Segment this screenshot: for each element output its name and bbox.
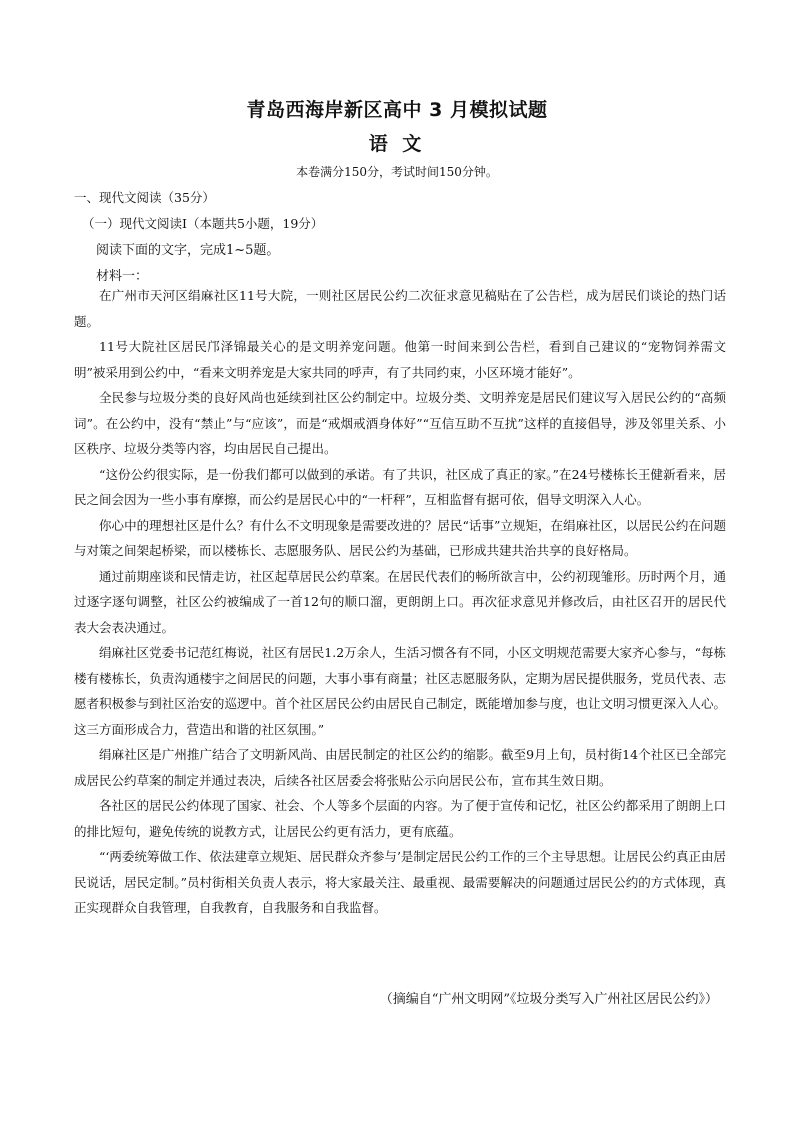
- article-body: [74, 283, 726, 921]
- paragraph: 绢麻社区是广州推广结合了文明新风尚、由居民制定的社区公约的缩影。截至9月上旬，员村街14个社区已全部完成居民公约草案的制定并通过表决，后续各社区居委会将张贴公示向居民公布，宣布其生效日期。: [74, 747, 726, 788]
- article-source: （摘编自“广州文明网”《垃圾分类写入广州社区居民公约》）: [379, 992, 718, 1007]
- exam-info: 本卷满分150分，考试时间150分钟。: [296, 165, 498, 179]
- section-heading-modern-reading: 一、现代文阅读（35分）: [74, 190, 215, 205]
- paragraph: 在广州市天河区绢麻社区11号大院，一则社区居民公约二次征求意见稿贴在了公告栏，成为居民们谈论的热门话题。: [74, 288, 726, 329]
- subject-heading: 语 文: [368, 133, 426, 155]
- paragraph: 通过前期座谈和民情走访，社区起草居民公约草案。在居民代表们的畅所欲言中，公约初现雏形。历时两个月，通过逐字逐句调整，社区公约被编成了一首12句的顺口溜，更朗朗上口。再次征求意见并修改后，由社区召开的居民代表大会表决通过。: [74, 568, 726, 635]
- paragraph: 11号大院社区居民邝泽锦最关心的是文明养宠问题。他第一时间来到公告栏，看到自己建议的“宠物饲养需文明”被采用到公约中，“看来文明养宠是大家共同的呼声，有了共同约束，小区环境才能好”。: [74, 339, 726, 380]
- paragraph: “‘两委统筹做工作、依法建章立规矩、居民群众齐参与’是制定居民公约工作的三个主导思想。让居民公约真正由居民说话，居民定制。”员村街相关负责人表示，将大家最关注、最重视、最需要解决的问题通过居民公约的方式体现，真正实现群众自我管理，自我教育，自我服务和自我监督。: [74, 849, 726, 915]
- paragraph: “这份公约很实际，是一份我们都可以做到的承诺。有了共识，社区成了真正的家。”在24号楼栋长王健新看来，居民之间会因为一些小事有摩擦，而公约是居民心中的“一杆秤”，互相监督有据可依，倡导文明深入人心。: [74, 466, 726, 507]
- exam-title: 青岛西海岸新区高中 3 月模拟试题: [246, 99, 548, 121]
- material-label: 材料一：: [96, 269, 149, 284]
- paragraph: 你心中的理想社区是什么？有什么不文明现象是需要改进的？居民“话事”立规矩，在绢麻社区，以居民公约在问题与对策之间架起桥梁，而以楼栋长、志愿服务队、居民公约为基础，已形成共建共治共享的良好格局。: [74, 517, 726, 558]
- paragraph: 各社区的居民公约体现了国家、社会、个人等多个层面的内容。为了便于宣传和记忆，社区公约都采用了朗朗上口的排比短句，避免传统的说教方式，让居民公约更有活力，更有底蕴。: [74, 798, 726, 839]
- reading-instruction: 阅读下面的文字，完成1~5题。: [96, 243, 280, 258]
- paragraph: 绢麻社区党委书记范红梅说，社区有居民1.2万余人，生活习惯各有不同，小区文明规范需要大家齐心参与，“每栋楼有楼栋长，负责沟通楼宇之间居民的问题，大事小事有商量；社区志愿服务队，定期为居民提供服务，党员代表、志愿者积极参与到社区治安的巡逻中。首个社区居民公约由居民自己制定，既能增加参与度，也让文明习惯更深入人心。这三方面形成合力，营造出和谐的社区氛围。”: [74, 645, 726, 737]
- paragraph: 全民参与垃圾分类的良好风尚也延续到社区公约制定中。垃圾分类、文明养宠是居民们建议写入居民公约的“高频词”。在公约中，没有“禁止”与“应该”，而是“戒烟戒酒身体好”“互信互助不互扰”这样的直接倡导，涉及邻里关系、小区秩序、垃圾分类等内容，均由居民自己提出。: [74, 390, 726, 456]
- subsection-heading-reading-one: （一）现代文阅读Ⅰ（本题共5小题，19分）: [82, 216, 324, 231]
